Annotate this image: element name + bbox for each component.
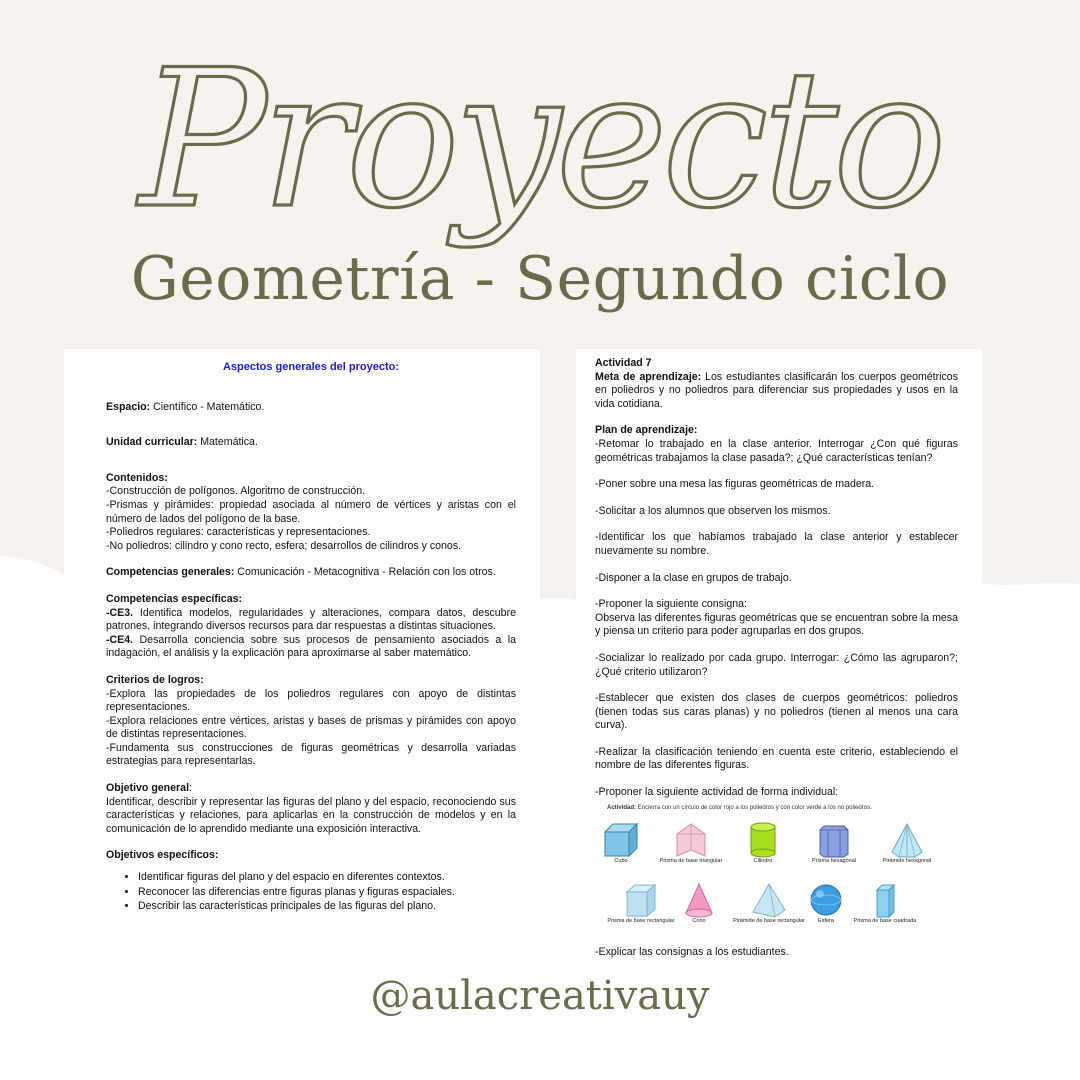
cone-icon bbox=[679, 882, 719, 918]
contenido-item: -Construcción de polígonos. Algoritmo de construcción. bbox=[106, 485, 366, 498]
objetivos-especificos: Objetivos específicos: • Identificar figuras del plano y del espacio en diferentes contextos. • Reconocer las diferencias entre figuras planas y figuras espaciales. • Describir las características principales de las figuras del plano. bbox=[106, 849, 516, 913]
figure-label: Prisma hexagonal bbox=[811, 857, 857, 864]
plan-section: Plan de aprendizaje: -Retomar lo trabajado en la clase anterior. Interrogar ¿Con qué figuras geométricas trabajamos la clase pasada?; ¿Qué características tenían? bbox=[595, 424, 958, 464]
instagram-handle: @aulacreativauy bbox=[370, 973, 710, 1019]
title-script bbox=[0, 0, 1080, 270]
figure-label: Pirámide hexagonal bbox=[882, 857, 932, 864]
document-page-right bbox=[576, 349, 982, 958]
espacio-line: Espacio: Científico - Matemático. bbox=[106, 400, 265, 413]
plan-step: -Disponer a la clase en grupos de trabajo. bbox=[595, 571, 792, 584]
plan-step-final: -Explicar las consignas a los estudiantes. bbox=[595, 945, 789, 958]
figure-prisma-triangular bbox=[651, 822, 731, 865]
worksheet-caption: Actividad: Encierra con un círculo de color rojo a los poliedros y con color verde a los no poliedros. bbox=[607, 804, 872, 811]
ce3-item: -CE3. Identifica modelos, regularidades y alteraciones, compara datos, descubre patrones, integrando diversos recursos para dar respuestas a distintas situaciones. bbox=[106, 606, 516, 633]
objetivo-general: Objetivo general: Identificar, describir y representar las figuras del plano y del espacio, reconociendo sus características y relaciones, para aplicarlas en la construcción de modelos y en la comunicación de lo aprendido mediante una exposición interactiva. bbox=[106, 782, 516, 835]
plan-step: -Establecer que existen dos clases de cuerpos geométricos: poliedros (tienen todas sus caras planas) y no poliedros (tienen al menos una cara curva). bbox=[595, 692, 958, 732]
criterio-item: -Explora las propiedades de los poliedros regulares con apoyo de distintas representaciones. bbox=[106, 687, 516, 714]
geometric-figures-worksheet bbox=[595, 804, 958, 936]
list-item: • Reconocer las diferencias entre figuras planas y figuras espaciales. bbox=[138, 886, 516, 900]
figure-piramide-hexagonal bbox=[867, 822, 947, 865]
rectangular-pyramid-icon bbox=[749, 882, 789, 918]
unidad-line: Unidad curricular: Matemática. bbox=[106, 436, 258, 449]
list-item: • Describir las características principales de las figuras del plano. bbox=[138, 900, 516, 914]
contenido-item: -Prismas y pirámides: propiedad asociada al número de vértices y aristas con el número de lados del polígono de la base. bbox=[106, 498, 516, 525]
list-item: • Identificar figuras del plano y del espacio en diferentes contextos. bbox=[138, 871, 516, 885]
ce4-item: -CE4. Desarrolla conciencia sobre sus procesos de pensamiento asociados a la indagación, el análisis y la explicación para aproximarse al saber matemático. bbox=[106, 633, 516, 660]
doc-heading: Aspectos generales del proyecto: bbox=[222, 361, 400, 373]
consigna-section: -Proponer la siguiente consigna: Observa las diferentes figuras geométricas que se encuentran sobre la mesa y piensa un criterio para poder agruparlas en dos grupos. bbox=[595, 598, 958, 638]
criterios-section: Criterios de logros: -Explora las propiedades de los poliedros regulares con apoyo de distintas representaciones. -Explora relaciones entre vértices, aristas y bases de prismas y pirámides con apoyo de distintas representaciones. -Fundamenta sus construcciones de figuras geométricas y desarrolla variadas estrategias para representarlas. bbox=[106, 673, 516, 768]
contenido-item: -No poliedros: cilindro y cono recto, esfera; desarrollos de cilindros y conos. bbox=[106, 539, 462, 552]
figure-label: Cono bbox=[692, 917, 706, 924]
competencias-especificas: Competencias específicas: -CE3. Identifica modelos, regularidades y alteraciones, compara datos, descubre patrones, integrando diversos recursos para dar respuestas a distintas situaciones. -CE4. Desarrolla conciencia sobre sus procesos de pensamiento asociados a la indagación, el análisis y la explicación para aproximarse al saber matemático. bbox=[106, 592, 516, 660]
sphere-icon bbox=[806, 882, 846, 918]
criterio-item: -Explora relaciones entre vértices, aristas y bases de prismas y pirámides con apoyo de distintas representaciones. bbox=[106, 714, 516, 741]
plan-step: -Poner sobre una mesa las figuras geométricas de madera. bbox=[595, 478, 875, 491]
document-page-left bbox=[64, 349, 540, 931]
square-prism-icon bbox=[865, 882, 905, 918]
subtitle: Geometría - Segundo ciclo bbox=[130, 244, 950, 314]
figure-label: Cilindro bbox=[753, 857, 773, 864]
contenidos-section: Contenidos: -Construcción de polígonos. Algoritmo de construcción. -Prismas y pirámides: propiedad asociada al número de vértices y aristas con el número de lados del polígono de la base. -Poliedros regulares: características y representaciones. -No poliedros: cilindro y cono recto, esfera; desarrollos de cilindros y conos. bbox=[106, 471, 516, 552]
figure-label: Prisma de base rectangular bbox=[607, 917, 675, 924]
plan-step: -Identificar los que habíamos trabajado la clase anterior y establecer nuevamente su nombre. bbox=[595, 531, 958, 557]
figure-cilindro bbox=[723, 822, 803, 865]
figure-label: Prisma de base cuadrada bbox=[853, 917, 917, 924]
cylinder-icon bbox=[743, 822, 783, 858]
plan-step: -Socializar lo realizado por cada grupo. Interrogar: ¿Cómo las agruparon?; ¿Qué criterio utilizaron? bbox=[595, 651, 958, 678]
triangular-prism-icon bbox=[671, 822, 711, 858]
criterio-item: -Fundamenta sus construcciones de figuras geométricas y desarrolla variadas estrategias para representarlas. bbox=[106, 741, 516, 768]
rectangular-prism-icon bbox=[621, 882, 661, 918]
plan-step: -Solicitar a los alumnos que observen los mismos. bbox=[595, 504, 831, 517]
plan-step: -Proponer la siguiente actividad de forma individual: bbox=[595, 786, 839, 799]
title-script-text: Proyecto bbox=[139, 29, 941, 250]
cube-icon bbox=[601, 822, 641, 858]
hexagonal-prism-icon bbox=[814, 822, 854, 858]
hexagonal-pyramid-icon bbox=[887, 822, 927, 858]
plan-step: -Realizar la clasificación teniendo en cuenta este criterio, estableciendo el nombre de las diferentes figuras. bbox=[595, 745, 958, 772]
figure-label: Cubo bbox=[614, 857, 628, 864]
figure-prisma-cuadrada bbox=[845, 882, 925, 925]
actividad-header: Actividad 7 Meta de aprendizaje: Los estudiantes clasificarán los cuerpos geométricos en poliedros y no poliedros para diferenciar sus propiedades y usos en la vida cotidiana. bbox=[595, 357, 958, 410]
figure-cono bbox=[659, 882, 739, 925]
competencias-generales: Competencias generales: Comunicación - Metacognitiva - Relación con los otros. bbox=[106, 566, 496, 579]
figure-label: Esfera bbox=[818, 917, 834, 924]
contenido-item: -Poliedros regulares: características y representaciones. bbox=[106, 526, 371, 539]
figure-prisma-hexagonal bbox=[794, 822, 874, 865]
figure-label: Pirámide de base rectangular bbox=[733, 917, 805, 924]
figure-cubo bbox=[581, 822, 661, 865]
figure-label: Prisma de base triangular bbox=[659, 857, 723, 864]
